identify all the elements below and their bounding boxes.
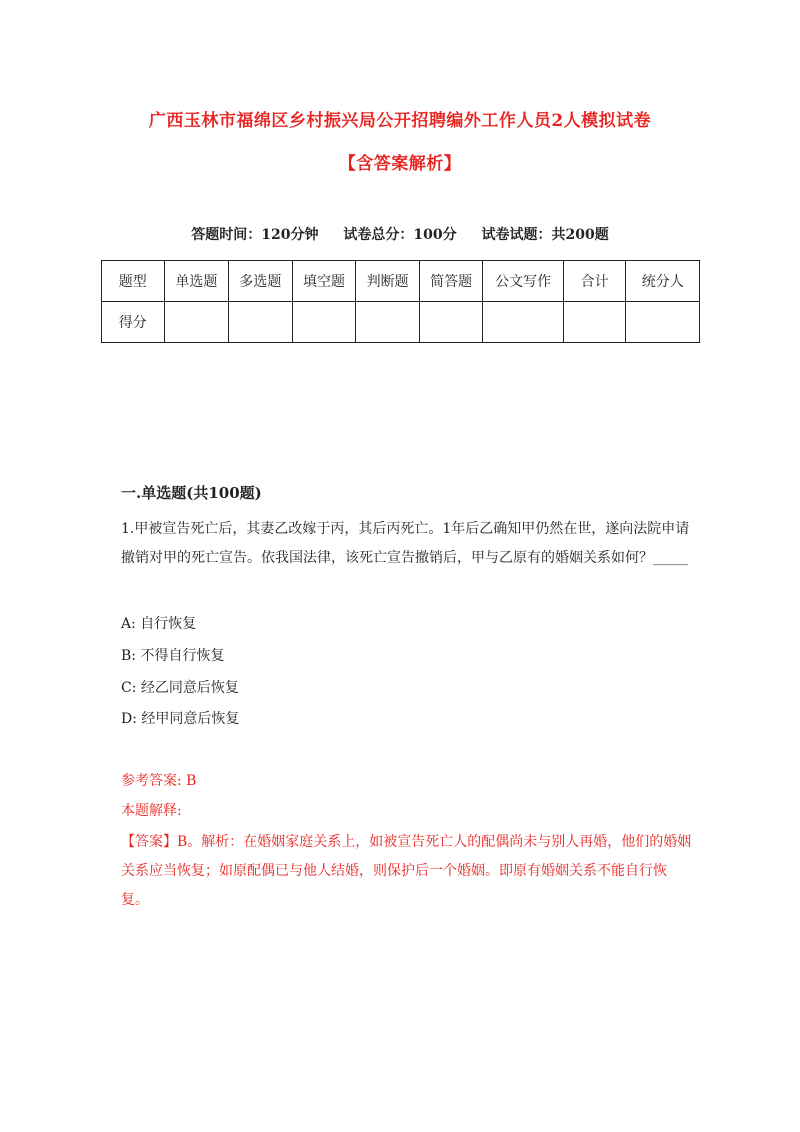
section-title: 一.单选题(共100题) [121, 484, 262, 502]
score-cell [563, 302, 626, 343]
score-header-cell: 判断题 [356, 261, 420, 302]
reference-answer: 参考答案: B [121, 773, 197, 789]
score-header-cell: 填空题 [292, 261, 356, 302]
score-header-cell: 公文写作 [483, 261, 563, 302]
score-cell [356, 302, 420, 343]
question-text: 1.甲被宣告死亡后，其妻乙改嫁于丙，其后丙死亡。1年后乙确知甲仍然在世，遂向法院申请撤销对甲的死亡宣告。依我国法律，该死亡宣告撤销后，甲与乙原有的婚姻关系如何？_____ [121, 521, 690, 566]
score-cell [483, 302, 563, 343]
score-header-cell: 合计 [563, 261, 626, 302]
score-table-header-row [102, 261, 700, 302]
score-cell [419, 302, 483, 343]
document-title: 广西玉林市福绵区乡村振兴局公开招聘编外工作人员2人模拟试卷 [148, 111, 652, 131]
score-cell [292, 302, 356, 343]
score-row-label: 得分 [102, 302, 165, 343]
score-header-cell: 多选题 [229, 261, 293, 302]
score-cell [626, 302, 700, 343]
score-cell [229, 302, 293, 343]
exam-info [0, 224, 800, 244]
option-a: A: 自行恢复 [121, 616, 197, 632]
score-table [101, 260, 700, 343]
exam-total-questions: 试卷试题：共200题 [481, 227, 609, 243]
score-cell [164, 302, 229, 343]
explanation-text: 【答案】B。解析：在婚姻家庭关系上，如被宣告死亡人的配偶尚未与别人再婚，他们的婚姻关系应当恢复；如原配偶已与他人结婚，则保护后一个婚姻。即原有婚姻关系不能自行恢复。 [121, 834, 692, 908]
score-header-cell: 单选题 [164, 261, 229, 302]
score-table-score-row [102, 302, 700, 343]
exam-total-score: 试卷总分：100分 [343, 227, 457, 243]
document-subtitle: 【含答案解析】 [338, 154, 462, 174]
exam-time: 答题时间：120分钟 [191, 227, 319, 243]
score-header-cell: 简答题 [419, 261, 483, 302]
score-header-cell: 统分人 [626, 261, 700, 302]
option-c: C: 经乙同意后恢复 [121, 680, 239, 696]
explanation-label: 本题解释: [121, 803, 182, 819]
option-d: D: 经甲同意后恢复 [121, 711, 240, 727]
option-b: B: 不得自行恢复 [121, 648, 225, 664]
score-header-cell: 题型 [102, 261, 165, 302]
